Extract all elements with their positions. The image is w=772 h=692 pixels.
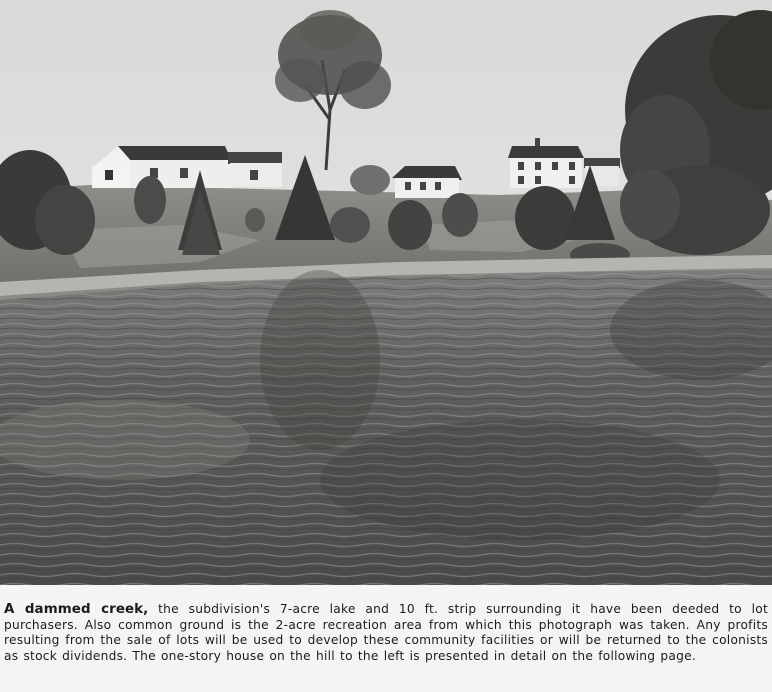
photo-caption xyxy=(4,602,768,664)
caption-body: the subdivision's 7-acre lake and 10 ft. strip surrounding it have been deeded to lot purchasers. Also common ground is the 2-acre recreation area from which this photograph was taken. Any profits resulting from the sale of lots will be used to develop these community facilities or will be returned to the colonists as stock dividends. The one-story house on the hill to the left is presented in detail on the following page. xyxy=(4,602,768,663)
house-middle xyxy=(392,166,462,198)
caption-lead: A dammed creek, xyxy=(4,602,149,617)
house-left xyxy=(92,146,282,188)
